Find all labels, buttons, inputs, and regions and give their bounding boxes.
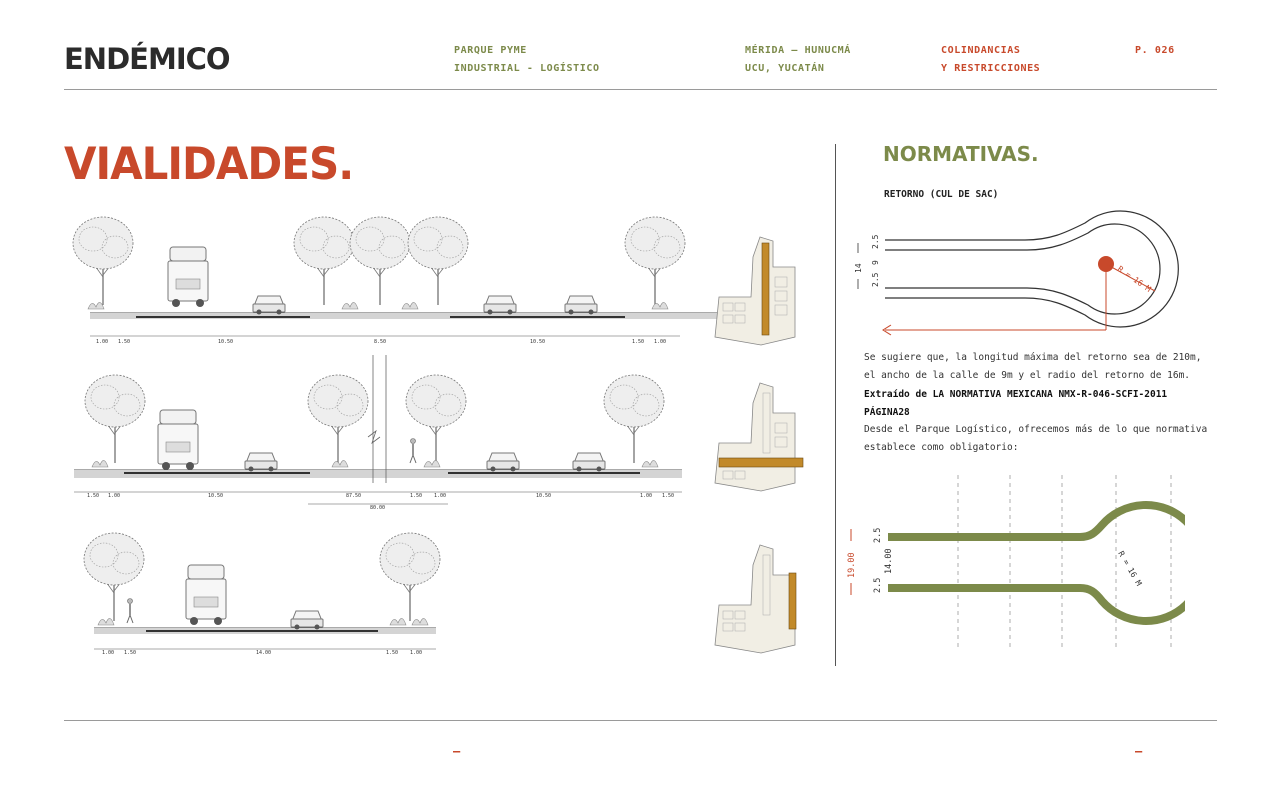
footer-mark-left: – — [453, 744, 461, 758]
dim-label: 1.50 — [662, 493, 675, 499]
dim-label: 1.50 — [118, 339, 131, 345]
dim-label: 10.50 — [536, 493, 552, 499]
normativa-citation: Extraído de LA NORMATIVA MEXICANA NMX-R-046-SCFI-2011 PÁGINA28 — [864, 389, 1168, 418]
section-title — [941, 42, 1040, 78]
footer-divider — [64, 720, 1217, 721]
dim-label: 1.00 — [640, 493, 653, 499]
dim-label: 1.00 — [108, 493, 121, 499]
dim-label: 1.50 — [87, 493, 100, 499]
dim-label: 1.00 — [654, 339, 667, 345]
cul-de-sac-diagram-current — [845, 205, 1195, 340]
radius-label: R = 16 M — [1116, 549, 1144, 588]
project-name — [454, 42, 600, 78]
page-title: VIALIDADES. — [64, 138, 354, 190]
dim-label: 1.00 — [96, 339, 109, 345]
dim-label: 87.50 — [346, 493, 362, 499]
dim-label: 1.50 — [410, 493, 423, 499]
page-number: P. 026 — [1135, 45, 1175, 56]
dim-b: 9 — [871, 260, 880, 265]
normativa-paragraph-1: Se sugiere que, la longitud máxima del retorno sea de 210m, el ancho de la calle de 9m y el radio del retorno de 16m. — [864, 352, 1202, 381]
location-line-1: MÉRIDA — HUNUCMÁ — [745, 45, 851, 56]
section-line-1: COLINDANCIAS — [941, 45, 1021, 56]
road-sections-drawing — [60, 205, 820, 675]
mini-plan-1 — [715, 237, 795, 345]
project-line-2: INDUSTRIAL - LOGÍSTICO — [454, 63, 600, 74]
dim-label: 1.00 — [434, 493, 447, 499]
dim-label: 10.50 — [218, 339, 234, 345]
dim-label: 1.00 — [102, 650, 115, 656]
dim-b: 14.00 — [884, 548, 894, 574]
road-section-3 — [84, 533, 440, 656]
normativas-subtitle: RETORNO (CUL DE SAC) — [884, 189, 999, 200]
dim-a: 2.5 — [871, 234, 880, 249]
location-line-2: UCU, YUCATÁN — [745, 63, 825, 74]
dim-total: 14 — [854, 263, 863, 273]
dim-label: 1.00 — [410, 650, 423, 656]
dim-c: 2.5 — [873, 577, 883, 593]
header-divider — [64, 89, 1217, 90]
footer-mark-right: – — [1135, 744, 1143, 758]
mini-plan-2 — [715, 383, 803, 491]
dim-a: 2.5 — [873, 527, 883, 543]
dim-label: 14.00 — [256, 650, 272, 656]
dim-label: 10.50 — [208, 493, 224, 499]
road-section-2 — [74, 355, 682, 511]
dim-label: 8.50 — [374, 339, 387, 345]
normativas-title: NORMATIVAS. — [883, 142, 1039, 166]
dim-total: 80.00 — [370, 505, 386, 511]
column-divider — [835, 144, 836, 666]
project-line-1: PARQUE PYME — [454, 45, 527, 56]
brand-logo: ENDÉMICO — [64, 42, 230, 76]
dim-c: 2.5 — [871, 272, 880, 287]
dim-label: 10.50 — [530, 339, 546, 345]
normativa-paragraph-2: Desde el Parque Logístico, ofrecemos más de lo que normativa establece como obligatorio: — [864, 424, 1208, 453]
road-section-1 — [73, 217, 732, 345]
cul-de-sac-diagram-proposed — [840, 475, 1185, 655]
section-line-2: Y RESTRICCIONES — [941, 63, 1041, 74]
dim-total: 19.00 — [847, 552, 857, 578]
dim-label: 1.50 — [386, 650, 399, 656]
radius-label: R = 16 M — [1115, 264, 1153, 294]
dim-label: 1.50 — [632, 339, 645, 345]
mini-plan-3 — [715, 545, 796, 653]
project-location — [745, 42, 851, 78]
dim-label: 1.50 — [124, 650, 137, 656]
